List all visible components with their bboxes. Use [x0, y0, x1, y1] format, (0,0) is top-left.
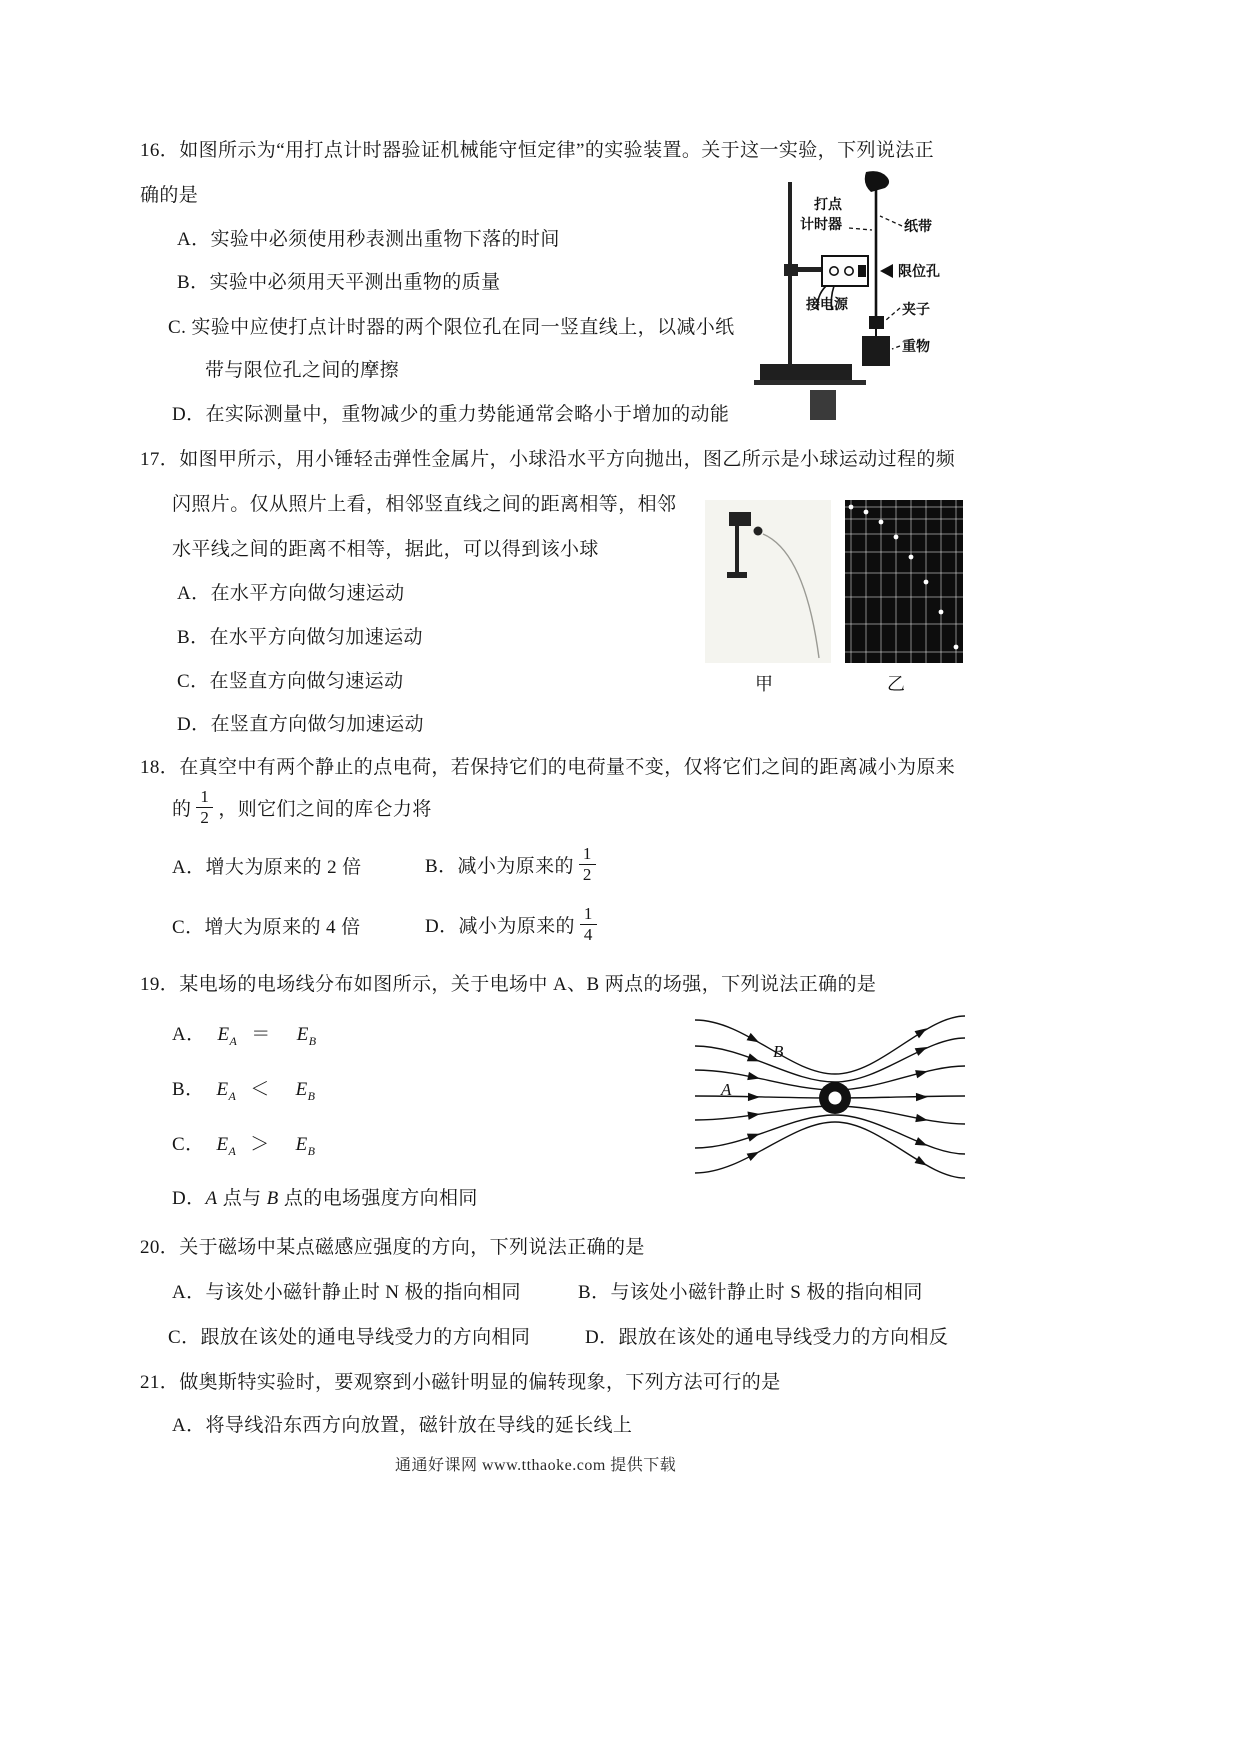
q16-label-clamp: 夹子: [902, 301, 930, 317]
q18-option-b: [425, 840, 601, 888]
q19-stem: 19．某电场的电场线分布如图所示，关于电场中 A、B 两点的场强，下列说法正确的是: [140, 974, 877, 995]
q19-point-A-label: A: [721, 1080, 732, 1099]
q21-stem: 21．做奥斯特实验时，要观察到小磁针明显的偏转现象，下列方法可行的是: [140, 1372, 781, 1393]
q16-option-c-line2: 带与限位孔之间的摩擦: [205, 360, 400, 381]
q20-option-c: C．跟放在该处的通电导线受力的方向相同: [168, 1327, 531, 1348]
q19-d-B: B: [266, 1188, 279, 1209]
q20-option-a: A．与该处小磁针静止时 N 极的指向相同: [172, 1282, 521, 1303]
q19-c-EB: $E_B$: [295, 1134, 316, 1158]
q16-option-a: A．实验中必须使用秒表测出重物下落的时间: [177, 229, 560, 250]
q17-stem-line3: 水平线之间的距离不相等，据此，可以得到该小球: [172, 539, 599, 560]
q19-point-B-label: B: [773, 1042, 784, 1061]
q18-option-c: C．增大为原来的 4 倍: [172, 917, 361, 938]
q18-stem-line2: [172, 783, 432, 831]
q16-option-d: D．在实际测量中，重物减少的重力势能通常会略小于增加的动能: [172, 404, 730, 425]
q19-d-mid: 点与: [217, 1188, 267, 1209]
q18-option-b-fraction: $\frac{1}{2}$: [579, 844, 596, 884]
q16-option-c-line1: C. 实验中应使打点计时器的两个限位孔在同一竖直线上，以减小纸: [168, 317, 735, 338]
q17-option-c: C．在竖直方向做匀速运动: [177, 671, 404, 692]
q16-apparatus-drawing: [752, 168, 984, 426]
q19-option-b: [172, 1077, 315, 1109]
q19-d-label: D．: [172, 1188, 206, 1209]
q16-option-b: B．实验中必须用天平测出重物的质量: [177, 272, 501, 293]
q20-option-d: D．跟放在该处的通电导线受力的方向相反: [585, 1327, 949, 1348]
q17-label-yi: 乙: [887, 674, 905, 694]
q16-label-weight: 重物: [902, 338, 930, 354]
q17-option-b: B．在水平方向做匀加速运动: [177, 627, 423, 648]
q19-option-d: [172, 1186, 478, 1212]
q19-option-c: [172, 1132, 315, 1164]
q19-a-EB: $E_B$: [296, 1024, 317, 1048]
q18-stem2-post: ，则它们之间的库仑力将: [218, 798, 432, 820]
q16-label-power: 接电源: [806, 296, 848, 312]
page-footer: 通通好课网 www.tthaoke.com 提供下载: [395, 1457, 677, 1474]
q19-field-lines-drawing: [695, 1008, 967, 1190]
q17-stem-line2: 闪照片。仅从照片上看，相邻竖直线之间的距离相等，相邻: [172, 494, 677, 515]
q16-label-timer-line1: 打点: [814, 196, 842, 212]
q19-c-operator: ＞: [250, 1134, 270, 1155]
q16-stem-line1: 16．如图所示为“用打点计时器验证机械能守恒定律”的实验装置。关于这一实验，下列说法正: [140, 140, 935, 161]
q19-d-rest: 点的电场强度方向相同: [278, 1188, 478, 1209]
q19-figure: [695, 1008, 967, 1190]
q19-c-label: C．: [172, 1134, 205, 1155]
q17-figure: [705, 500, 967, 700]
q19-a-operator: ＝: [251, 1024, 271, 1045]
q18-option-d-text: D．减小为原来的: [425, 915, 575, 937]
q16-label-tape: 纸带: [904, 218, 932, 234]
q18-option-d-fraction: $\frac{1}{4}$: [580, 904, 597, 944]
q20-option-b: B．与该处小磁针静止时 S 极的指向相同: [578, 1282, 923, 1303]
q18-stem-line1: 18．在真空中有两个静止的点电荷，若保持它们的电荷量不变，仅将它们之间的距离减小为原来: [140, 757, 956, 778]
q18-option-a: A．增大为原来的 2 倍: [172, 857, 362, 878]
q19-b-EB: $E_B$: [295, 1079, 316, 1103]
q16-figure: [752, 168, 984, 428]
q19-d-A: A: [205, 1188, 218, 1209]
q19-b-EA: $E_A$: [216, 1079, 237, 1103]
q16-label-timer-line2: 计时器: [800, 216, 842, 232]
q17-label-jia: 甲: [755, 674, 773, 694]
q20-stem: 20．关于磁场中某点磁感应强度的方向，下列说法正确的是: [140, 1237, 645, 1258]
q19-a-label: A．: [172, 1024, 206, 1045]
q19-option-a: [172, 1022, 316, 1054]
q21-option-a: A．将导线沿东西方向放置，磁针放在导线的延长线上: [172, 1415, 633, 1436]
q19-c-EA: $E_A$: [216, 1134, 237, 1158]
q16-label-holes: 限位孔: [898, 263, 940, 279]
q19-b-operator: ＜: [250, 1079, 270, 1100]
q17-option-d: D．在竖直方向做匀加速运动: [177, 714, 424, 735]
q18-stem2-pre: 的: [172, 798, 192, 820]
q18-option-d: [425, 900, 602, 948]
q17-option-a: A．在水平方向做匀速运动: [177, 583, 405, 604]
q18-fraction-half: $\frac{1}{2}$: [196, 787, 213, 827]
q19-a-EA: $E_A$: [217, 1024, 238, 1048]
q19-b-label: B．: [172, 1079, 205, 1100]
q16-stem-line2: 确的是: [140, 185, 199, 206]
q17-stem-line1: 17．如图甲所示，用小锤轻击弹性金属片，小球沿水平方向抛出，图乙所示是小球运动过程的频: [140, 449, 956, 470]
q18-option-b-text: B．减小为原来的: [425, 855, 574, 877]
q17-panels-drawing: [705, 500, 967, 668]
